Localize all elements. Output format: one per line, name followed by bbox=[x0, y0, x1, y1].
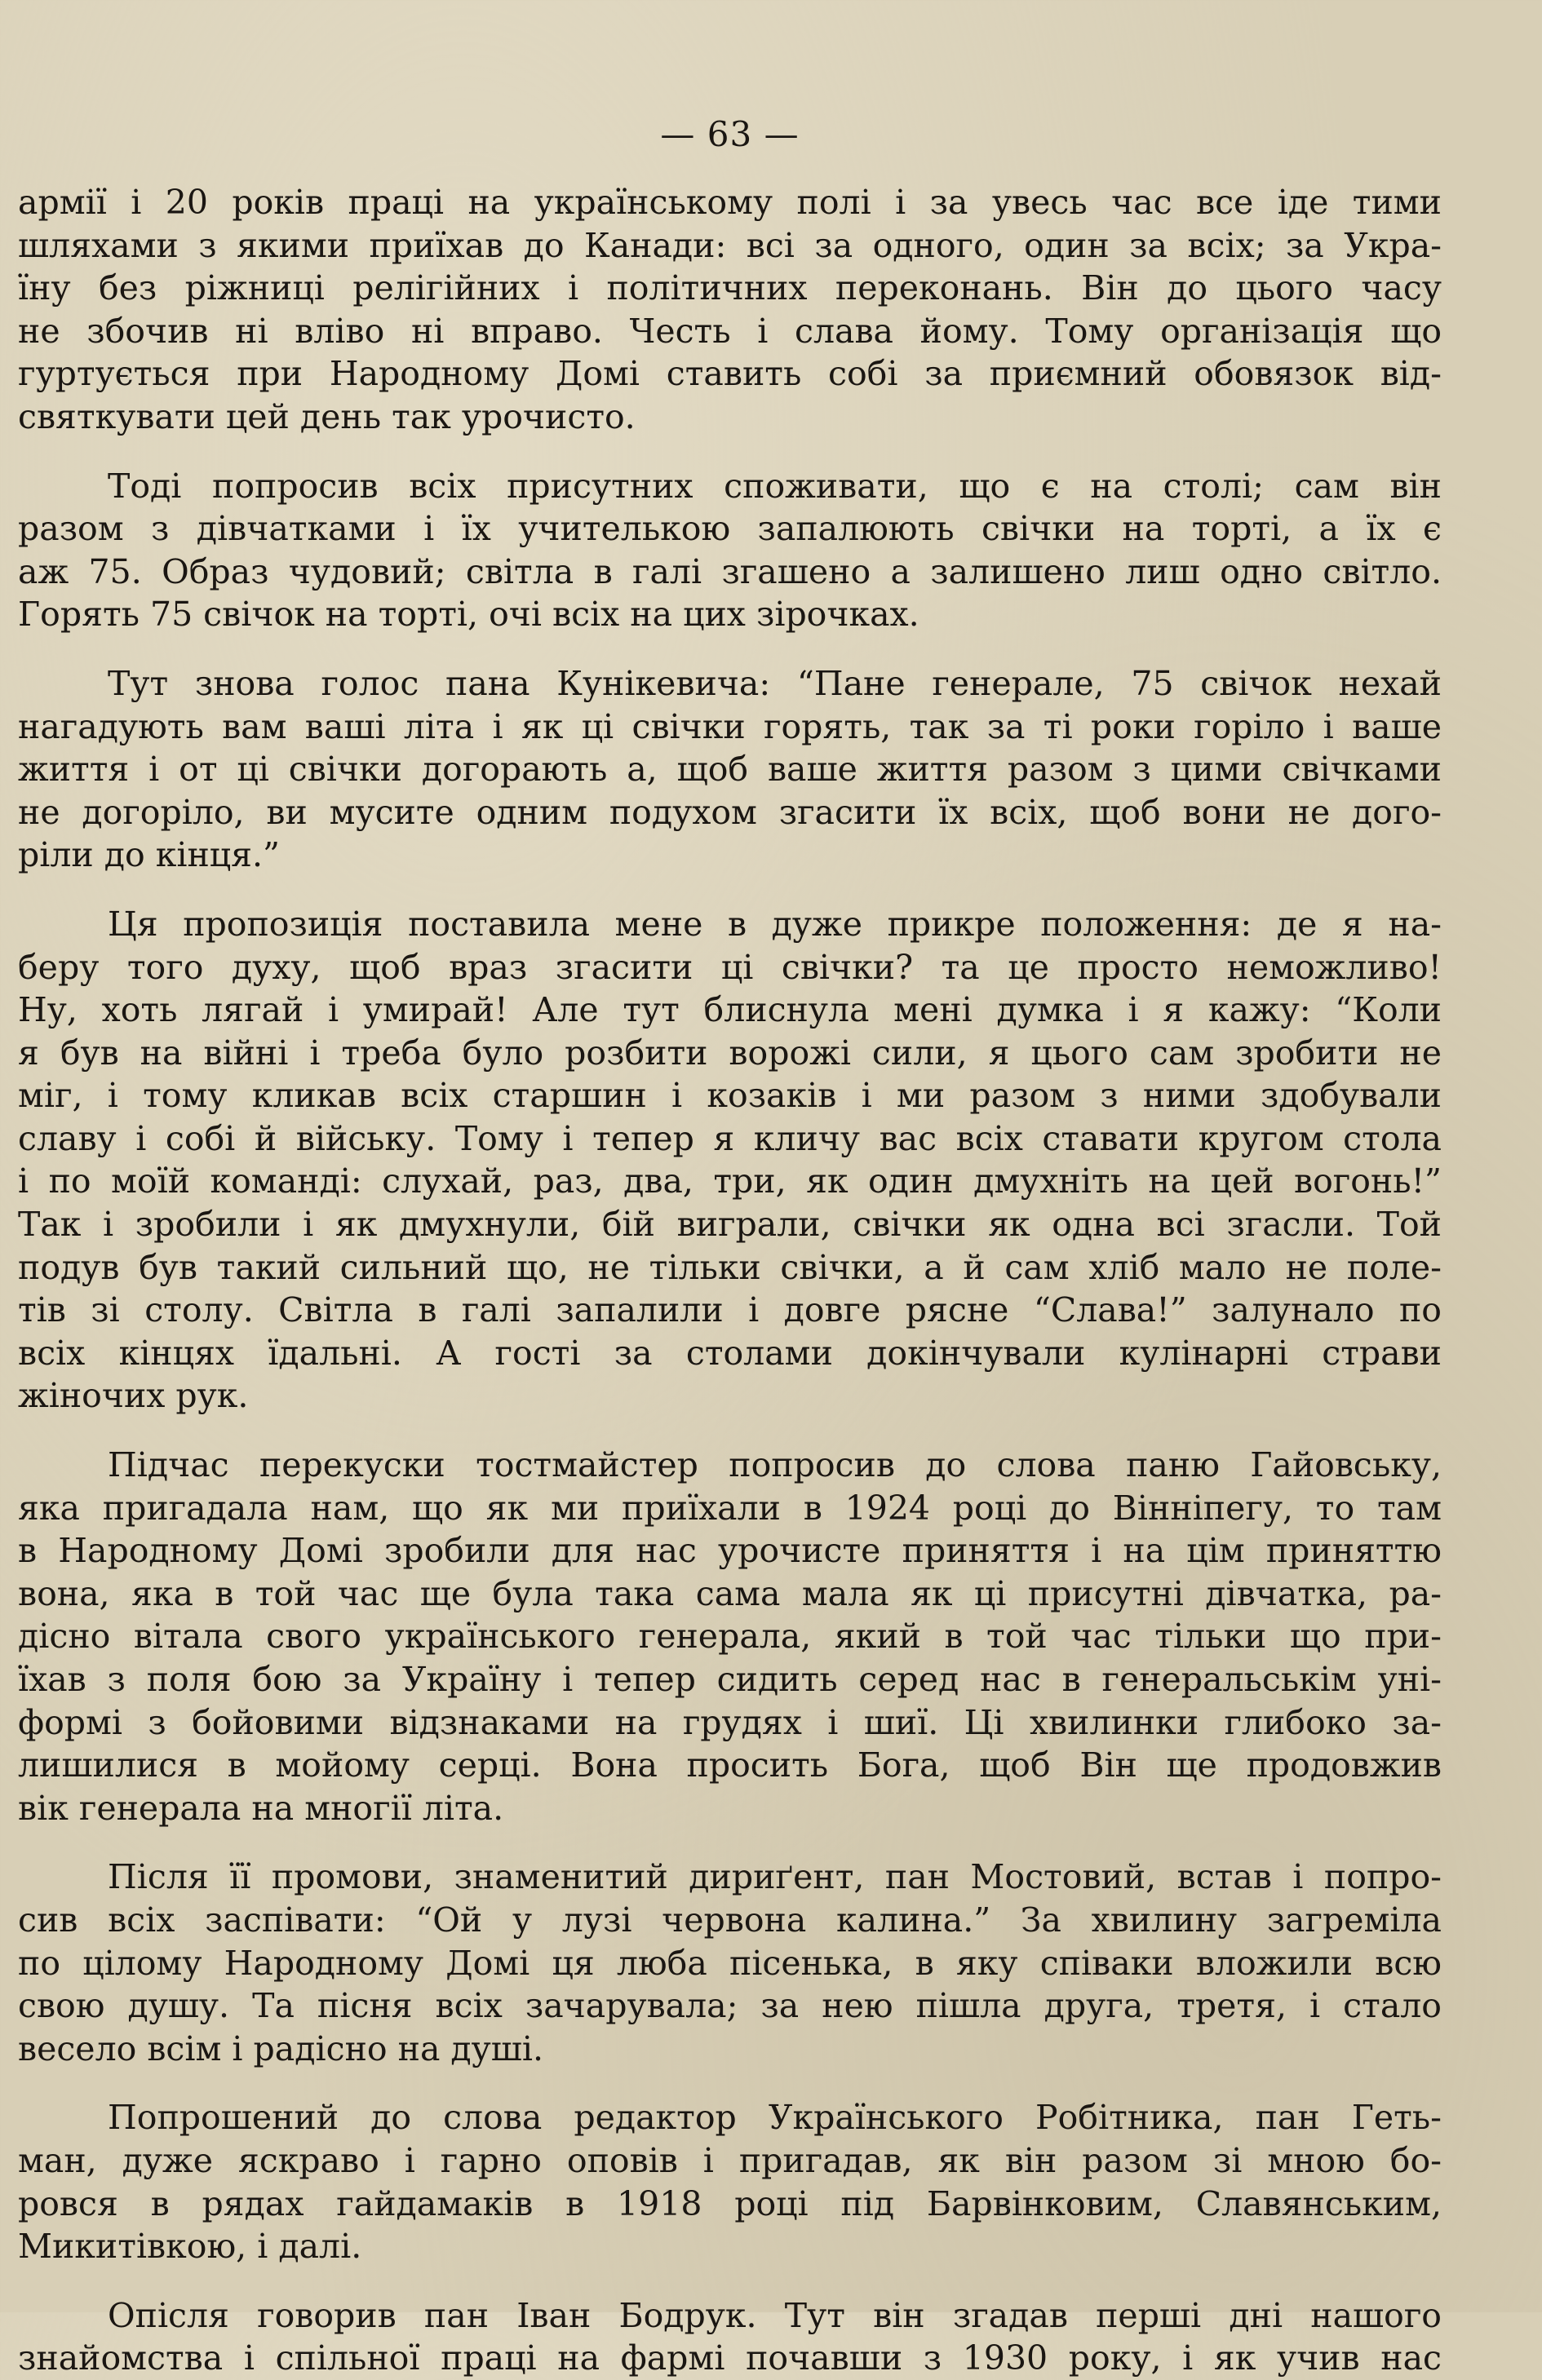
text-line: знайомства і спільної праці на фармі почавши з 1930 року, і як учив нас bbox=[18, 2338, 1442, 2378]
paragraph bbox=[18, 465, 1442, 636]
text-line: міг, і тому кликав всіх старшин і козаків і ми разом з ними здобували bbox=[18, 1076, 1442, 1116]
text-line: Після її промови, знаменитий дириґент, пан Мостовий, встав і попро- bbox=[108, 1857, 1442, 1897]
paragraph bbox=[18, 1444, 1442, 1829]
text-line: сив всіх заспівати: “Ой у лузі червона калина.” За хвилину загреміла bbox=[18, 1900, 1442, 1940]
page-number: — 63 — bbox=[660, 114, 800, 154]
paragraph-gap bbox=[18, 2268, 1442, 2294]
text-line: не збочив ні вліво ні вправо. Честь і слава йому. Тому організація що bbox=[18, 311, 1442, 351]
text-line: Микитівкою, і далі. bbox=[18, 2227, 362, 2267]
text-body bbox=[18, 181, 1442, 2380]
text-line: аж 75. Образ чудовий; світла в галі згашено а залишено лиш одно світло. bbox=[18, 551, 1442, 591]
text-line: лишилися в мойому серці. Вона просить Бога, щоб Він ще продовжив bbox=[18, 1745, 1442, 1785]
text-line: беру того духу, щоб враз згасити ці свічки? та це просто неможливо! bbox=[18, 947, 1442, 987]
paragraph-gap bbox=[18, 1418, 1442, 1444]
text-line: Тоді попросив всіх присутних споживати, що є на столі; сам він bbox=[108, 466, 1442, 506]
paragraph bbox=[18, 181, 1442, 439]
text-line: Підчас перекуски тостмайстер попросив до слова паню Гайовську, bbox=[108, 1445, 1442, 1485]
text-line: Попрошений до слова редактор Українського Робітника, пан Геть- bbox=[108, 2098, 1442, 2138]
text-line: Опісля говорив пан Іван Бодрук. Тут він згадав перші дні нашого bbox=[108, 2295, 1442, 2335]
book-page bbox=[18, 106, 1442, 2378]
paragraph bbox=[18, 2096, 1442, 2267]
text-line: в Народному Домі зробили для нас урочисте приняття і на цім приняттю bbox=[18, 1531, 1442, 1571]
text-line: по цілому Народному Домі ця люба пісенька, в яку співаки вложили всю bbox=[18, 1943, 1442, 1983]
paragraph bbox=[18, 1856, 1442, 2070]
text-line: разом з дівчатками і їх учителькою запалюють свічки на торті, а їх є bbox=[18, 509, 1442, 549]
paragraph bbox=[18, 903, 1442, 1418]
text-line: весело всім і радісно на душі. bbox=[18, 2028, 544, 2068]
text-line: тів зі столу. Світла в галі запалили і довге рясне “Слава!” залунало по bbox=[18, 1290, 1442, 1330]
text-line: і по моїй команді: слухай, раз, два, три, як один дмухніть на цей вогонь!” bbox=[18, 1161, 1442, 1201]
text-line: святкувати цей день так урочисто. bbox=[18, 396, 636, 436]
paragraph-gap bbox=[18, 1829, 1442, 1856]
text-line: шляхами з якими приїхав до Канади: всі за одного, один за всіх; за Укра- bbox=[18, 225, 1442, 265]
text-line: Ця пропозиція поставила мене в дуже прикре положення: де я на- bbox=[108, 904, 1442, 944]
paragraph-gap bbox=[18, 636, 1442, 662]
text-line: вік генерала на многії літа. bbox=[18, 1788, 504, 1828]
text-line: свою душу. Та пісня всіх зачарувала; за нею пішла друга, третя, і стало bbox=[18, 1986, 1442, 2026]
text-line: яка пригадала нам, що як ми приїхали в 1924 році до Вінніпегу, то там bbox=[18, 1488, 1442, 1528]
text-line: славу і собі й війську. Тому і тепер я кличу вас всіх ставати кругом стола bbox=[18, 1118, 1442, 1158]
text-line: Ну, хоть лягай і умирай! Але тут блиснула мені думка і я кажу: “Коли bbox=[18, 990, 1442, 1030]
paragraph-gap bbox=[18, 877, 1442, 903]
text-line: я був на війні і треба було розбити ворожі сили, я цього сам зробити не bbox=[18, 1033, 1442, 1073]
paragraph bbox=[18, 662, 1442, 877]
text-line: подув був такий сильний що, не тільки свічки, а й сам хліб мало не поле- bbox=[18, 1247, 1442, 1287]
text-line: армії і 20 років праці на українському полі і за увесь час все іде тими bbox=[18, 183, 1442, 222]
text-line: їну без ріжниці релігійних і політичних переконань. Він до цього часу bbox=[18, 268, 1442, 308]
text-line: ман, дуже яскраво і гарно оповів і пригадав, як він разом зі мною бо- bbox=[18, 2140, 1442, 2180]
text-line: ріли до кінця.” bbox=[18, 835, 281, 875]
text-line: нагадують вам ваші літа і як ці свічки горять, так за ті роки горіло і ваше bbox=[18, 706, 1442, 746]
text-line: Горять 75 свічок на торті, очі всіх на цих зірочках. bbox=[18, 595, 919, 635]
text-line: гуртується при Народному Домі ставить собі за приємний обовязок від- bbox=[18, 354, 1442, 394]
paragraph-gap bbox=[18, 439, 1442, 465]
text-line: Так і зробили і як дмухнули, бій виграли, свічки як одна всі згасли. Той bbox=[18, 1205, 1442, 1245]
text-line: дісно вітала свого українського генерала, який в той час тільки що при- bbox=[18, 1617, 1442, 1657]
text-line: всіх кінцях їдальні. А гості за столами докінчували кулінарні страви bbox=[18, 1333, 1442, 1373]
paragraph bbox=[18, 2294, 1442, 2380]
text-line: не догоріло, ви мусите одним подухом згасити їх всіх, щоб вони не дого- bbox=[18, 792, 1442, 832]
text-line: ровся в рядах гайдамаків в 1918 році під Барвінковим, Славянським, bbox=[18, 2183, 1442, 2223]
paragraph-gap bbox=[18, 2070, 1442, 2096]
text-line: формі з бойовими відзнаками на грудях і шиї. Ці хвилинки глибоко за- bbox=[18, 1702, 1442, 1742]
text-line: Тут знова голос пана Кунікевича: “Пане генерале, 75 свічок нехай bbox=[108, 663, 1442, 703]
text-line: вона, яка в той час ще була така сама мала як ці присутні дівчатка, ра- bbox=[18, 1573, 1442, 1613]
text-line: жіночих рук. bbox=[18, 1376, 249, 1416]
text-line: їхав з поля бою за Україну і тепер сидить серед нас в генеральськім уні- bbox=[18, 1660, 1442, 1699]
text-line: життя і от ці свічки догорають а, щоб ваше життя разом з цими свічками bbox=[18, 750, 1442, 790]
